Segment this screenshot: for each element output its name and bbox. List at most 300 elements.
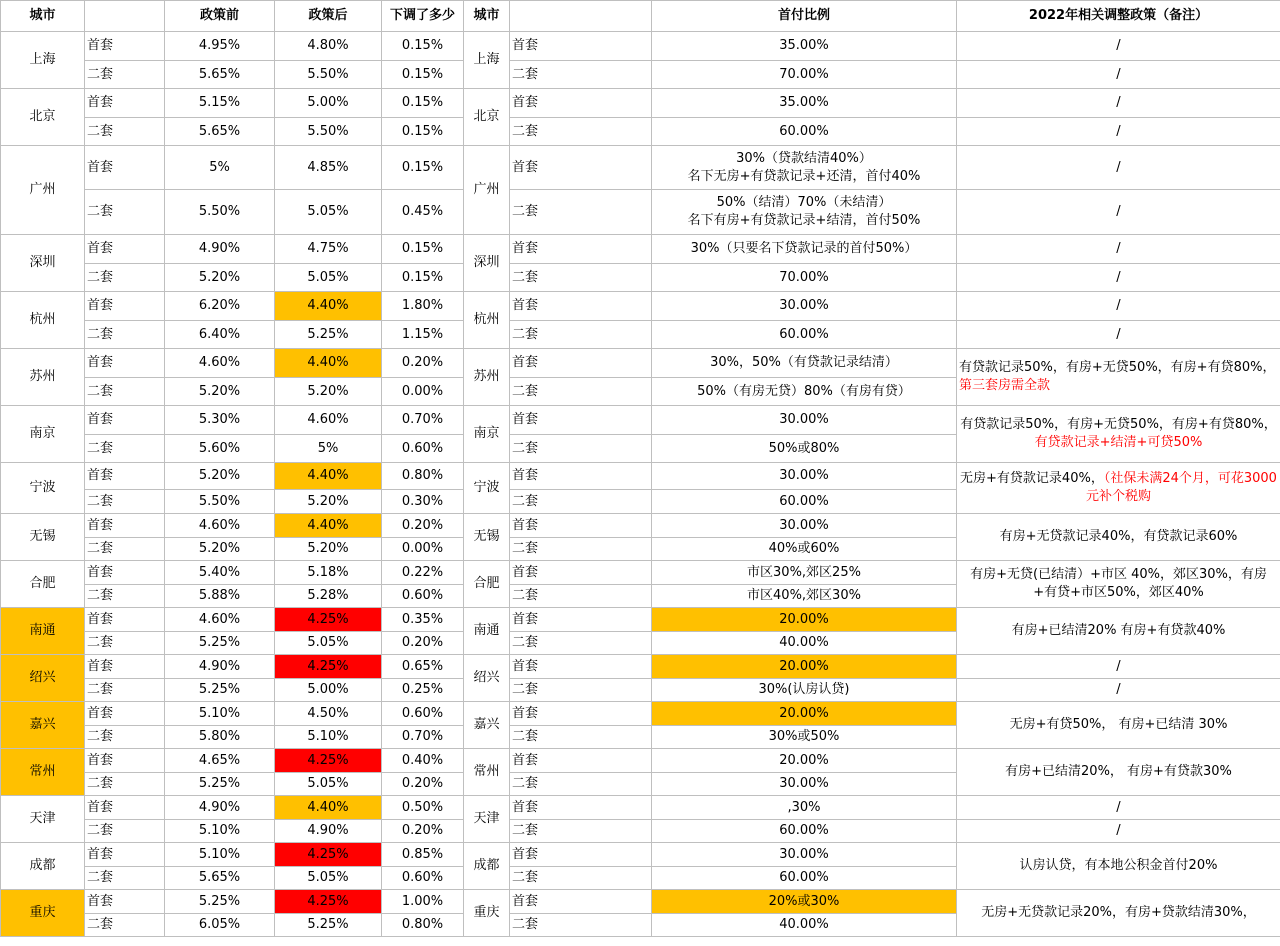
city-name-2: 上海 <box>464 32 510 89</box>
header-diff: 下调了多少 <box>382 1 464 32</box>
loan-type-2: 二套 <box>510 321 652 349</box>
loan-type: 首套 <box>85 796 165 820</box>
loan-type: 首套 <box>85 463 165 490</box>
rate-after: 4.40% <box>275 514 382 538</box>
policy-note: / <box>957 796 1280 820</box>
policy-note <box>957 514 1280 561</box>
rate-diff: 1.00% <box>382 890 464 914</box>
loan-type: 首套 <box>85 32 165 61</box>
loan-type: 二套 <box>85 585 165 608</box>
rate-before: 4.60% <box>165 608 275 632</box>
rate-diff: 0.25% <box>382 679 464 702</box>
loan-type-2: 二套 <box>510 773 652 796</box>
rate-after: 5.50% <box>275 61 382 89</box>
table-row <box>1 118 1280 146</box>
rate-before: 5.40% <box>165 561 275 585</box>
policy-note: / <box>957 679 1280 702</box>
down-payment-ratio: 20.00% <box>652 702 957 726</box>
loan-type-2: 首套 <box>510 406 652 435</box>
loan-type-2: 二套 <box>510 118 652 146</box>
policy-note-text: 无房+有贷50%， 有房+已结清 30% <box>1009 717 1228 732</box>
policy-note-text: 有房+无贷(已结清）+市区 40%，郊区30%，有房+有贷+市区50%，郊区40% <box>970 567 1267 600</box>
header-after: 政策后 <box>275 1 382 32</box>
rate-diff: 0.65% <box>382 655 464 679</box>
rate-before: 5.50% <box>165 190 275 235</box>
down-payment-ratio: 60.00% <box>652 820 957 843</box>
policy-note: / <box>957 292 1280 321</box>
rate-after: 4.75% <box>275 235 382 264</box>
rate-diff: 0.15% <box>382 264 464 292</box>
loan-type: 二套 <box>85 773 165 796</box>
loan-type-2: 二套 <box>510 538 652 561</box>
loan-type-2: 二套 <box>510 914 652 937</box>
loan-type-2: 首套 <box>510 890 652 914</box>
city-name-2: 北京 <box>464 89 510 146</box>
rate-after: 5.18% <box>275 561 382 585</box>
rate-diff: 0.22% <box>382 561 464 585</box>
city-name-2: 宁波 <box>464 463 510 514</box>
table-row <box>1 349 1280 378</box>
down-payment-ratio: 30%，50%（有贷款记录结清） <box>652 349 957 378</box>
loan-type-2: 首套 <box>510 235 652 264</box>
city-name-2: 天津 <box>464 796 510 843</box>
rate-before: 6.40% <box>165 321 275 349</box>
loan-type-2: 首套 <box>510 796 652 820</box>
policy-note-highlight: （社保未满24个月，可花3000元补个税购 <box>1085 471 1277 504</box>
city-name: 南京 <box>1 406 85 463</box>
table-row <box>1 843 1280 867</box>
policy-note-text: 有贷款记录50%，有房+无贷50%，有房+有贷80%， <box>959 360 1276 375</box>
down-payment-ratio: 30%（只要名下贷款记录的首付50%） <box>652 235 957 264</box>
loan-type: 二套 <box>85 914 165 937</box>
rate-before: 5.20% <box>165 463 275 490</box>
rate-after: 5.05% <box>275 773 382 796</box>
city-name-2: 绍兴 <box>464 655 510 702</box>
rate-after: 4.40% <box>275 349 382 378</box>
loan-type: 首套 <box>85 655 165 679</box>
table-row <box>1 820 1280 843</box>
rate-diff: 0.30% <box>382 490 464 514</box>
policy-note-text: 无房+有贷款记录40%， <box>960 471 1104 486</box>
city-name: 深圳 <box>1 235 85 292</box>
rate-before: 5.15% <box>165 89 275 118</box>
city-name: 南通 <box>1 608 85 655</box>
loan-type: 二套 <box>85 632 165 655</box>
loan-type-2: 首套 <box>510 843 652 867</box>
policy-note-text: 有房+已结清20%， 有房+有贷款30% <box>1005 764 1232 779</box>
policy-note <box>957 702 1280 749</box>
loan-type: 二套 <box>85 378 165 406</box>
down-payment-ratio: 50%（有房无贷）80%（有房有贷） <box>652 378 957 406</box>
city-name-2: 深圳 <box>464 235 510 292</box>
loan-type-2: 二套 <box>510 378 652 406</box>
rate-after: 4.25% <box>275 749 382 773</box>
rate-after: 5.50% <box>275 118 382 146</box>
loan-type-2: 首套 <box>510 463 652 490</box>
policy-note <box>957 843 1280 890</box>
city-name: 广州 <box>1 146 85 235</box>
rate-diff: 0.80% <box>382 463 464 490</box>
loan-type-2: 首套 <box>510 655 652 679</box>
rate-diff: 0.15% <box>382 146 464 190</box>
down-payment-ratio: 35.00% <box>652 89 957 118</box>
table-body <box>1 32 1280 937</box>
table-row <box>1 561 1280 585</box>
down-payment-ratio <box>652 146 957 190</box>
down-payment-ratio: ,30% <box>652 796 957 820</box>
policy-note: / <box>957 89 1280 118</box>
down-payment-ratio <box>652 190 957 235</box>
table-row <box>1 608 1280 632</box>
city-name-2: 南通 <box>464 608 510 655</box>
rate-after: 5.20% <box>275 490 382 514</box>
city-name-2: 成都 <box>464 843 510 890</box>
rate-before: 5.20% <box>165 264 275 292</box>
down-payment-ratio: 市区40%,郊区30% <box>652 585 957 608</box>
rate-before: 5.80% <box>165 726 275 749</box>
loan-type-2: 首套 <box>510 146 652 190</box>
loan-type: 首套 <box>85 702 165 726</box>
rate-before: 4.65% <box>165 749 275 773</box>
loan-type: 首套 <box>85 292 165 321</box>
rate-before: 4.60% <box>165 514 275 538</box>
down-payment-ratio: 30.00% <box>652 406 957 435</box>
table-row <box>1 749 1280 773</box>
down-payment-ratio: 20.00% <box>652 749 957 773</box>
down-payment-ratio: 60.00% <box>652 321 957 349</box>
rate-after: 4.40% <box>275 463 382 490</box>
table-row <box>1 406 1280 435</box>
down-payment-ratio: 30.00% <box>652 463 957 490</box>
policy-note-text: 无房+无贷款记录20%，有房+贷款结清30%， <box>981 905 1256 920</box>
rate-before: 5.60% <box>165 435 275 463</box>
rate-after: 5.20% <box>275 378 382 406</box>
loan-type: 首套 <box>85 561 165 585</box>
rate-after: 5.05% <box>275 632 382 655</box>
rate-after: 5.25% <box>275 321 382 349</box>
table-row <box>1 321 1280 349</box>
rate-before: 5.10% <box>165 820 275 843</box>
loan-type: 二套 <box>85 679 165 702</box>
rate-diff: 0.35% <box>382 608 464 632</box>
header-blank <box>85 1 165 32</box>
down-payment-ratio: 30.00% <box>652 843 957 867</box>
policy-note: / <box>957 32 1280 61</box>
ratio-line: 名下有房+有贷款记录+结清，首付50% <box>687 213 921 228</box>
rate-before: 5.10% <box>165 843 275 867</box>
rate-before: 6.20% <box>165 292 275 321</box>
rate-after: 5% <box>275 435 382 463</box>
loan-type: 二套 <box>85 118 165 146</box>
rate-after: 4.25% <box>275 608 382 632</box>
rate-diff: 0.60% <box>382 435 464 463</box>
loan-type: 首套 <box>85 235 165 264</box>
rate-diff: 0.00% <box>382 378 464 406</box>
city-name: 杭州 <box>1 292 85 349</box>
down-payment-ratio: 40.00% <box>652 914 957 937</box>
city-name-2: 南京 <box>464 406 510 463</box>
rate-after: 4.85% <box>275 146 382 190</box>
ratio-line: 50%（结清）70%（未结清） <box>716 195 892 210</box>
table-row <box>1 32 1280 61</box>
rate-after: 5.05% <box>275 867 382 890</box>
ratio-line: 名下无房+有贷款记录+还清，首付40% <box>687 168 921 184</box>
policy-note-text: 有房+已结清20% 有房+有贷款40% <box>1011 623 1226 638</box>
policy-note <box>957 406 1280 463</box>
rate-diff: 0.60% <box>382 702 464 726</box>
loan-type: 二套 <box>85 264 165 292</box>
rate-before: 5.10% <box>165 702 275 726</box>
rate-after: 4.50% <box>275 702 382 726</box>
loan-type: 二套 <box>85 538 165 561</box>
city-name-2: 无锡 <box>464 514 510 561</box>
policy-note: / <box>957 655 1280 679</box>
policy-note <box>957 608 1280 655</box>
header-policy-2022: 2022年相关调整政策（备注） <box>957 1 1280 32</box>
rate-before: 5.25% <box>165 632 275 655</box>
down-payment-ratio: 20.00% <box>652 655 957 679</box>
rate-before: 4.95% <box>165 32 275 61</box>
rate-before: 5.20% <box>165 378 275 406</box>
rate-diff: 0.20% <box>382 349 464 378</box>
rate-before: 4.90% <box>165 796 275 820</box>
loan-type: 二套 <box>85 867 165 890</box>
down-payment-ratio: 30.00% <box>652 292 957 321</box>
rate-before: 4.90% <box>165 655 275 679</box>
policy-note-text: 认房认贷，有本地公积金首付20% <box>1019 858 1218 873</box>
city-name-2: 嘉兴 <box>464 702 510 749</box>
rate-after: 4.80% <box>275 32 382 61</box>
city-name: 成都 <box>1 843 85 890</box>
rate-diff: 0.60% <box>382 867 464 890</box>
loan-type: 二套 <box>85 61 165 89</box>
table-row <box>1 190 1280 235</box>
rate-after: 4.25% <box>275 843 382 867</box>
rate-after: 4.25% <box>275 655 382 679</box>
down-payment-ratio: 60.00% <box>652 490 957 514</box>
rate-before: 5.25% <box>165 679 275 702</box>
loan-type-2: 二套 <box>510 632 652 655</box>
rate-diff: 0.80% <box>382 914 464 937</box>
loan-type-2: 二套 <box>510 679 652 702</box>
rate-diff: 0.20% <box>382 820 464 843</box>
loan-type: 二套 <box>85 820 165 843</box>
rate-diff: 0.70% <box>382 406 464 435</box>
city-name-2: 苏州 <box>464 349 510 406</box>
down-payment-ratio: 30%或50% <box>652 726 957 749</box>
rate-after: 5.25% <box>275 914 382 937</box>
down-payment-ratio: 70.00% <box>652 61 957 89</box>
city-name: 常州 <box>1 749 85 796</box>
city-name-2: 常州 <box>464 749 510 796</box>
loan-type: 首套 <box>85 89 165 118</box>
loan-type-2: 二套 <box>510 820 652 843</box>
rate-diff: 0.15% <box>382 61 464 89</box>
header-city: 城市 <box>1 1 85 32</box>
policy-note <box>957 463 1280 514</box>
loan-type-2: 首套 <box>510 32 652 61</box>
rate-diff: 1.15% <box>382 321 464 349</box>
loan-type: 二套 <box>85 435 165 463</box>
city-name: 苏州 <box>1 349 85 406</box>
city-name-2: 重庆 <box>464 890 510 937</box>
loan-type-2: 首套 <box>510 702 652 726</box>
rate-before: 5.25% <box>165 773 275 796</box>
rate-diff: 0.20% <box>382 632 464 655</box>
loan-type: 首套 <box>85 749 165 773</box>
policy-note: / <box>957 190 1280 235</box>
rate-after: 4.90% <box>275 820 382 843</box>
table-row <box>1 679 1280 702</box>
loan-type-2: 首套 <box>510 749 652 773</box>
loan-type-2: 首套 <box>510 561 652 585</box>
table-row <box>1 796 1280 820</box>
down-payment-ratio: 60.00% <box>652 118 957 146</box>
policy-note: / <box>957 235 1280 264</box>
loan-type-2: 首套 <box>510 514 652 538</box>
table-row <box>1 61 1280 89</box>
city-name-2: 合肥 <box>464 561 510 608</box>
loan-type-2: 二套 <box>510 490 652 514</box>
city-name-2: 广州 <box>464 146 510 235</box>
city-name: 上海 <box>1 32 85 89</box>
table-row <box>1 146 1280 190</box>
table-row <box>1 235 1280 264</box>
loan-type-2: 首套 <box>510 89 652 118</box>
down-payment-ratio: 30.00% <box>652 773 957 796</box>
loan-type-2: 首套 <box>510 292 652 321</box>
loan-type: 二套 <box>85 321 165 349</box>
table-row <box>1 514 1280 538</box>
rate-after: 5.00% <box>275 679 382 702</box>
header-row <box>1 1 1280 32</box>
rate-diff: 0.20% <box>382 773 464 796</box>
city-name: 天津 <box>1 796 85 843</box>
rate-after: 4.60% <box>275 406 382 435</box>
policy-note <box>957 561 1280 608</box>
loan-type: 首套 <box>85 608 165 632</box>
rate-diff: 0.70% <box>382 726 464 749</box>
city-name: 嘉兴 <box>1 702 85 749</box>
loan-type: 首套 <box>85 890 165 914</box>
policy-note: / <box>957 146 1280 190</box>
rate-before: 5.65% <box>165 61 275 89</box>
policy-note-highlight: 有贷款记录+结清+可贷50% <box>1034 435 1203 450</box>
table-row <box>1 264 1280 292</box>
city-name: 宁波 <box>1 463 85 514</box>
loan-type-2: 二套 <box>510 435 652 463</box>
city-name: 绍兴 <box>1 655 85 702</box>
policy-note: / <box>957 321 1280 349</box>
table-row <box>1 89 1280 118</box>
rate-before: 5.20% <box>165 538 275 561</box>
rate-diff: 0.15% <box>382 32 464 61</box>
loan-type: 首套 <box>85 146 165 190</box>
down-payment-ratio: 30.00% <box>652 514 957 538</box>
table-row <box>1 890 1280 914</box>
table-row <box>1 655 1280 679</box>
down-payment-ratio: 40%或60% <box>652 538 957 561</box>
loan-type-2: 二套 <box>510 190 652 235</box>
rate-diff: 0.60% <box>382 585 464 608</box>
rate-before: 6.05% <box>165 914 275 937</box>
rate-diff: 0.15% <box>382 89 464 118</box>
table-row <box>1 702 1280 726</box>
table-row <box>1 292 1280 321</box>
down-payment-ratio: 市区30%,郊区25% <box>652 561 957 585</box>
rate-after: 5.05% <box>275 190 382 235</box>
down-payment-ratio: 50%或80% <box>652 435 957 463</box>
loan-type-2: 二套 <box>510 585 652 608</box>
loan-type: 二套 <box>85 190 165 235</box>
down-payment-ratio: 20%或30% <box>652 890 957 914</box>
rate-before: 5.50% <box>165 490 275 514</box>
rate-after: 4.25% <box>275 890 382 914</box>
city-name: 无锡 <box>1 514 85 561</box>
rate-diff: 0.15% <box>382 235 464 264</box>
policy-note: / <box>957 264 1280 292</box>
rate-after: 5.20% <box>275 538 382 561</box>
rate-after: 5.10% <box>275 726 382 749</box>
policy-note <box>957 749 1280 796</box>
rate-diff: 0.45% <box>382 190 464 235</box>
loan-type: 首套 <box>85 514 165 538</box>
rate-after: 5.05% <box>275 264 382 292</box>
table-row <box>1 463 1280 490</box>
rate-before: 5.25% <box>165 890 275 914</box>
policy-note: / <box>957 118 1280 146</box>
policy-note <box>957 349 1280 406</box>
down-payment-ratio: 30%(认房认贷) <box>652 679 957 702</box>
loan-type-2: 二套 <box>510 61 652 89</box>
loan-type: 二套 <box>85 490 165 514</box>
header-down-ratio: 首付比例 <box>652 1 957 32</box>
policy-note: / <box>957 820 1280 843</box>
rate-after: 5.00% <box>275 89 382 118</box>
rate-after: 5.28% <box>275 585 382 608</box>
loan-type-2: 首套 <box>510 608 652 632</box>
down-payment-ratio: 40.00% <box>652 632 957 655</box>
loan-type-2: 二套 <box>510 264 652 292</box>
down-payment-ratio: 20.00% <box>652 608 957 632</box>
down-payment-ratio: 35.00% <box>652 32 957 61</box>
header-before: 政策前 <box>165 1 275 32</box>
policy-note <box>957 890 1280 937</box>
city-name: 北京 <box>1 89 85 146</box>
policy-note-text: 有房+无贷款记录40%，有贷款记录60% <box>999 529 1238 544</box>
rate-diff: 0.00% <box>382 538 464 561</box>
rate-before: 5% <box>165 146 275 190</box>
rate-diff: 0.15% <box>382 118 464 146</box>
rate-after: 4.40% <box>275 796 382 820</box>
rate-diff: 0.20% <box>382 514 464 538</box>
rate-diff: 0.40% <box>382 749 464 773</box>
rate-before: 4.90% <box>165 235 275 264</box>
city-name: 重庆 <box>1 890 85 937</box>
rate-before: 5.30% <box>165 406 275 435</box>
rate-diff: 0.85% <box>382 843 464 867</box>
rate-before: 4.60% <box>165 349 275 378</box>
city-name: 合肥 <box>1 561 85 608</box>
ratio-line: 30%（贷款结清40%） <box>736 150 872 166</box>
loan-type: 首套 <box>85 843 165 867</box>
loan-type-2: 首套 <box>510 349 652 378</box>
down-payment-ratio: 60.00% <box>652 867 957 890</box>
policy-note-highlight: 第三套房需全款 <box>959 378 1051 393</box>
header-city2: 城市 <box>464 1 510 32</box>
rate-diff: 0.50% <box>382 796 464 820</box>
loan-type: 首套 <box>85 406 165 435</box>
